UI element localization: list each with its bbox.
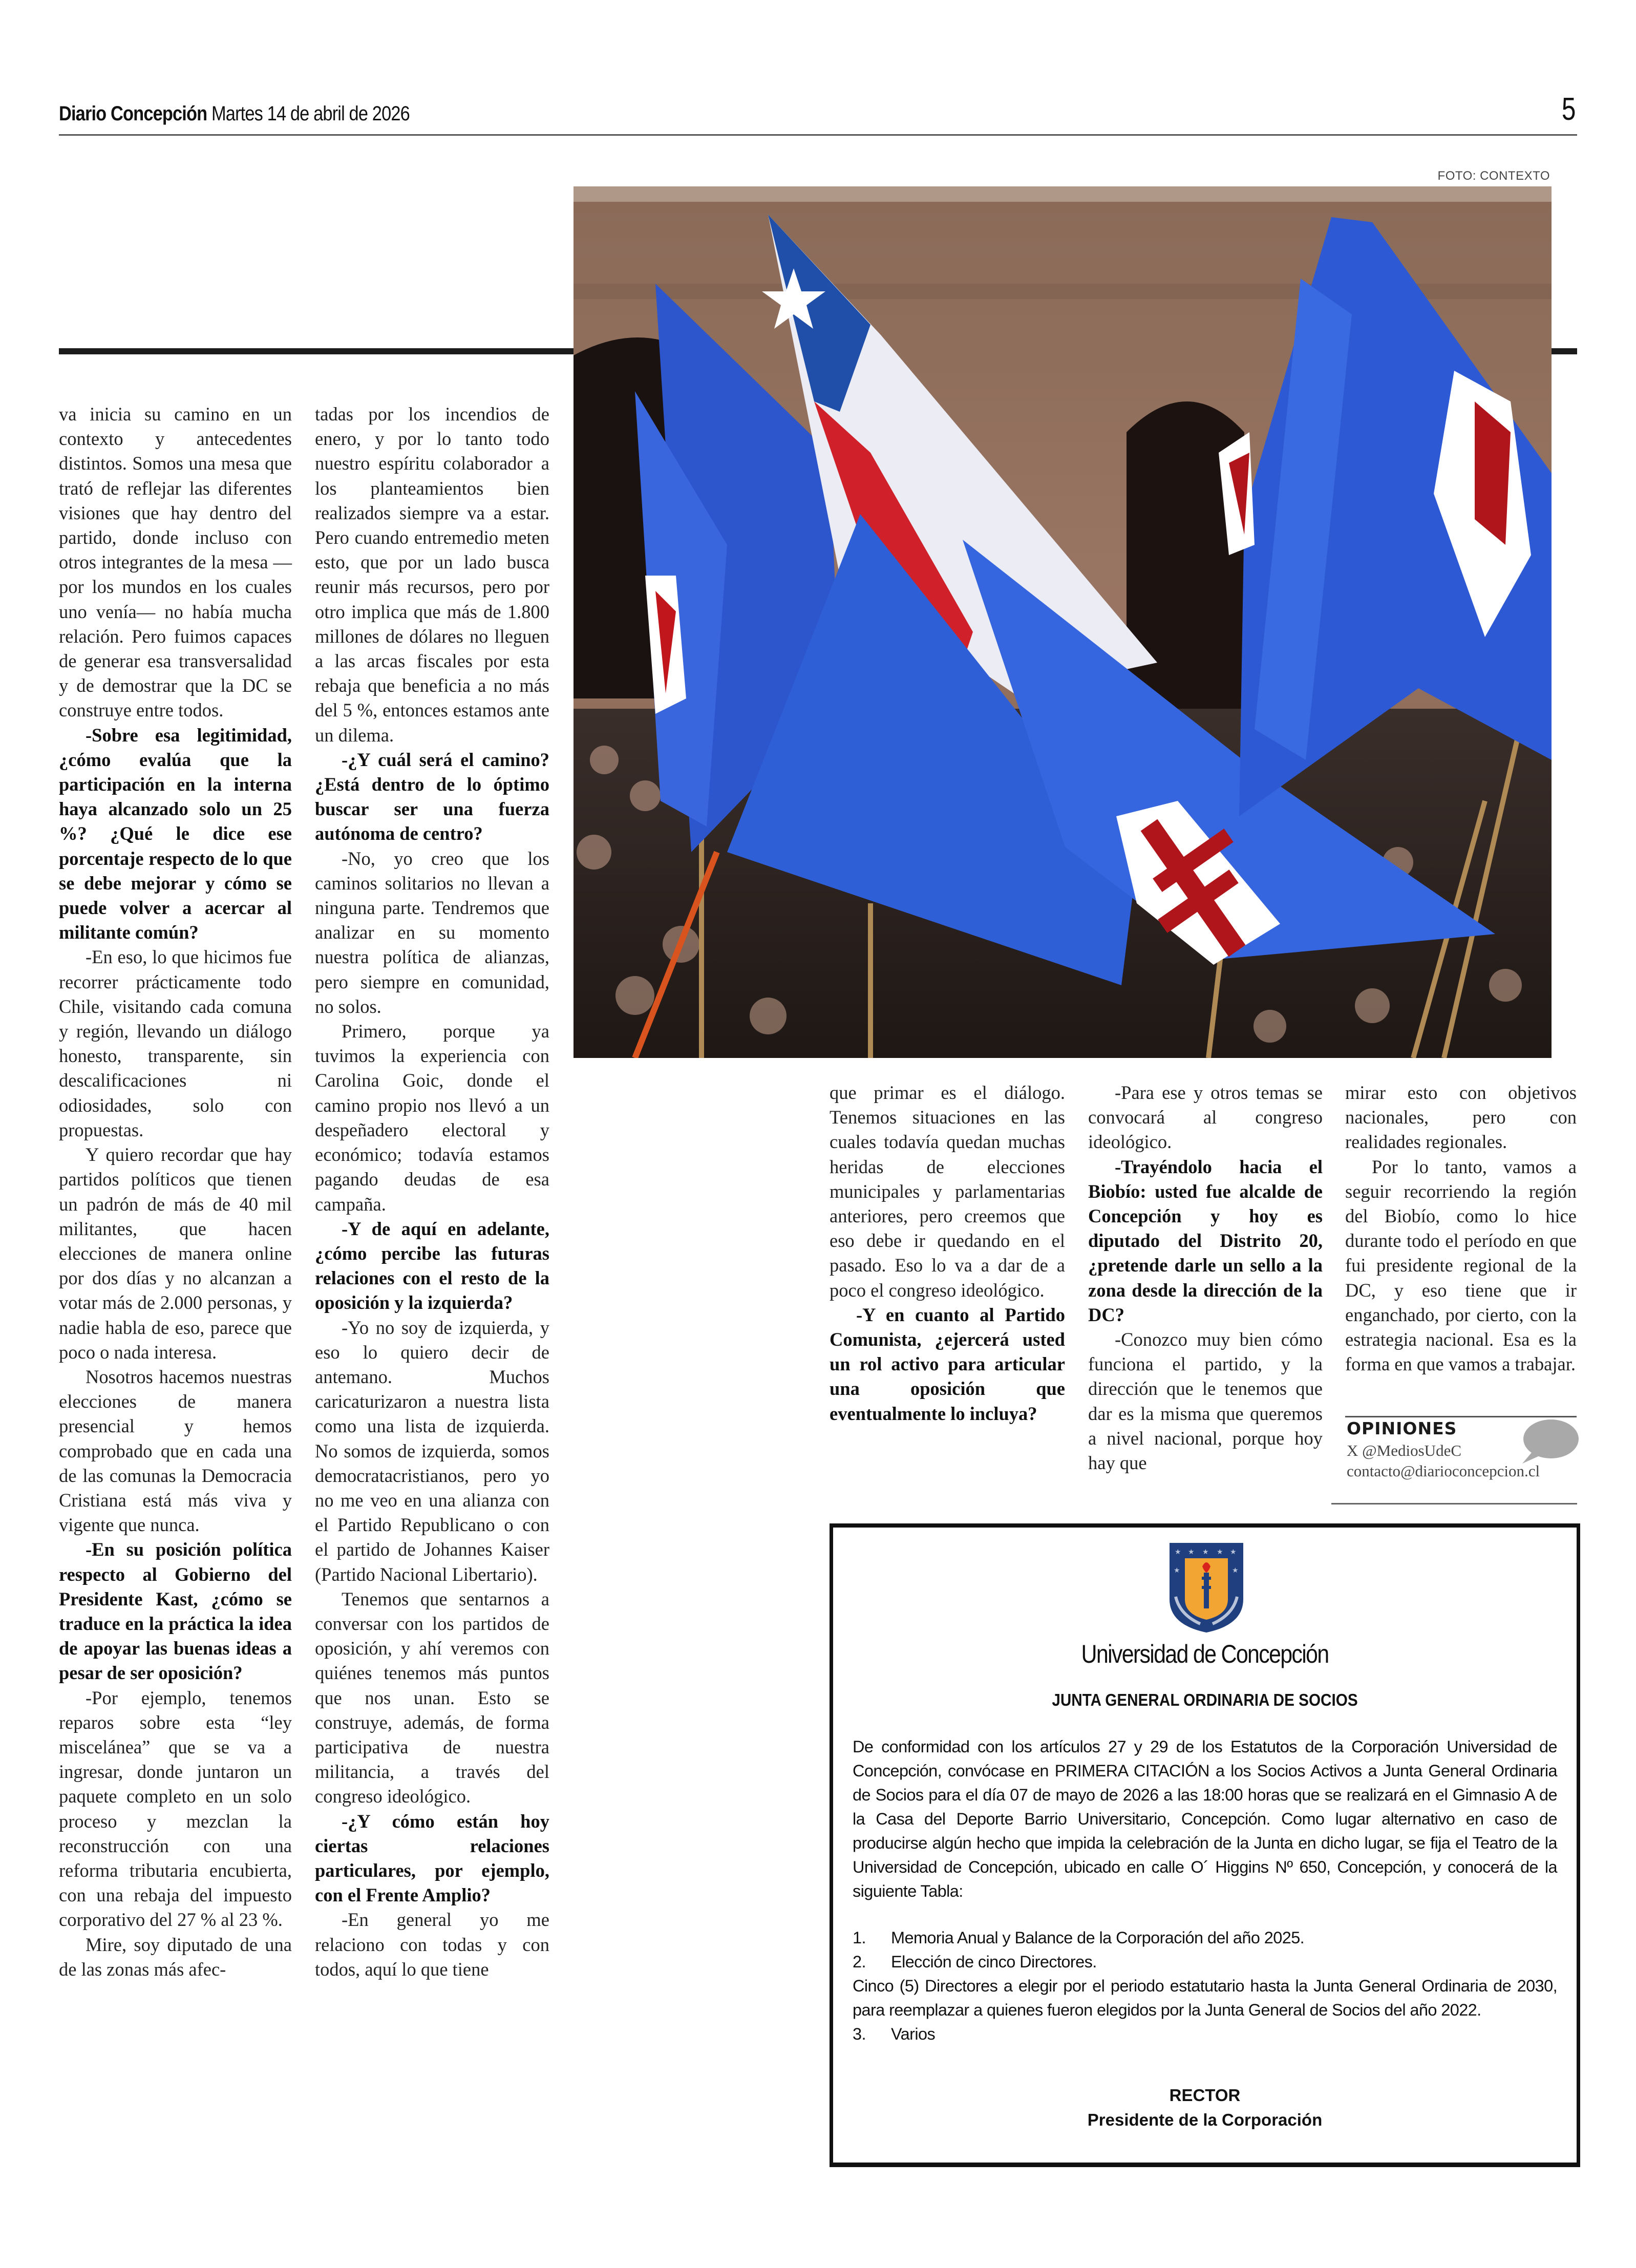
opinion-divider-top [1345, 1416, 1577, 1417]
paragraph: -Yo no soy de izquierda, y eso lo quiero decir de antemano. Muchos caricaturizaron a nuestra lista como una lista de izquierda. No somos de izquierda, somos democratacristianos, pero yo no me veo en una alianza con el Partido Republicano o con el partido de Johannes Kaiser (Partido Nacional Libertario). [315, 1317, 549, 1585]
masthead [59, 102, 410, 125]
section-rule-right [1552, 348, 1577, 354]
paragraph: mirar esto con objetivos nacionales, pero con realidades regionales. [1345, 1082, 1577, 1153]
agenda-item [853, 1926, 1557, 1950]
agenda-note: Cinco (5) Directores a elegir por el periodo estatutario hasta la Junta General Ordinaria de 2030, para reemplazar a quienes fueron elegidos por la Junta General de Socios del año 2022. [853, 1977, 1557, 2019]
agenda-item [853, 1950, 1557, 1974]
issue-date: Martes 14 de abril de 2026 [211, 102, 410, 125]
notice-body: De conformidad con los artículos 27 y 29 de los Estatutos de la Corporación Universidad de Concepción, convócase en PRIMERA CITACIÓN a los Socios Activos a Junta General Ordinaria de Socios para el día 07 de mayo de 2026 a las 18:00 horas que se realizará en el Gimnasio A de la Casa del Deporte Barrio Universitario, Concepción. Como lugar alternativo en caso de producirse algún hecho que impida la celebración de la Junta en dicho lugar, se fija el Teatro de la Universidad de Concepción, ubicado en calle O´ Higgins Nº 650, Concepción, y conocerá de la siguiente Tabla: [853, 1737, 1557, 1900]
svg-text:★: ★ [1174, 1566, 1180, 1575]
interview-question: -En su posición política respecto al Gobierno del Presidente Kast, ¿cómo se traduce en la práctica la idea de apoyar las buenas ideas a pesar de ser oposición? [59, 1539, 292, 1684]
paragraph: -Por ejemplo, tenemos reparos sobre esta “ley miscelánea” que se va a ingresar, donde juntaron un paquete completo en un solo proceso y mezclan la reconstrucción con una reforma tributaria encubierta, con una rebaja del impuesto corporativo del 27 % al 23 %. [59, 1687, 292, 1931]
paragraph: Por lo tanto, vamos a seguir recorriendo la región del Biobío, como lo hice durante todo el período en que fui presidente regional de la DC, y eso tiene que ir enganchado, por cierto, con la estrategia nacional. Esa es la forma en que vamos a trabajar. [1345, 1156, 1577, 1375]
interview-question: -¿Y cómo están hoy ciertas relaciones particulares, por ejemplo, con el Frente Amplio? [315, 1810, 549, 1906]
svg-text:★: ★ [1202, 1548, 1209, 1556]
opinion-divider-bottom [1331, 1503, 1577, 1504]
paragraph: Nosotros hacemos nuestras elecciones de manera presencial y hemos comprobado que en cada una de las comunas la Democracia Cristiana está más viva y vigente que nunca. [59, 1366, 292, 1536]
newspaper-name: Diario Concepción [59, 102, 207, 125]
header-rule [59, 134, 1577, 136]
signature-role: Presidente de la Corporación [1087, 2110, 1323, 2129]
opinion-social-handle[interactable]: X @MediosUdeC [1347, 1442, 1462, 1459]
opinion-title: OPINIONES [1347, 1418, 1457, 1438]
paragraph: Mire, soy diputado de una de las zonas más afec- [59, 1934, 292, 1980]
paragraph: Primero, porque ya tuvimos la experiencia con Carolina Goic, donde el camino propio nos llevó a un despeñadero electoral y económico; todavía estamos pagando deudas de esa campaña. [315, 1021, 549, 1215]
article-column-4 [1088, 1080, 1323, 1475]
interview-question: -Y en cuanto al Partido Comunista, ¿ejercerá usted un rol activo para articular una oposición que eventualmente lo incluya? [830, 1304, 1065, 1424]
paragraph: que primar es el diálogo. Tenemos situaciones en las cuales todavía quedan muchas heridas de elecciones municipales y parlamentarias anteriores, pero creemos que eso debe ir quedando en el pasado. Eso lo va a dar de a poco el congreso ideológico. [830, 1082, 1065, 1301]
speech-bubble-icon [1518, 1418, 1579, 1465]
university-name: Universidad de Concepción [1081, 1640, 1329, 1668]
flags-photo-illustration [573, 186, 1552, 1058]
agenda-list [853, 1926, 1557, 2046]
svg-text:★: ★ [1230, 1548, 1237, 1556]
article-column-2 [315, 402, 549, 1982]
agenda-item [853, 2022, 1557, 2046]
photo-credit: FOTO: CONTEXTO [1437, 169, 1550, 183]
paragraph: -No, yo creo que los caminos solitarios no llevan a ninguna parte. Tendremos que analizar en su momento nuestra política de alianzas, pero siempre en comunidad, no solos. [315, 847, 549, 1017]
paragraph: Y quiero recordar que hay partidos políticos que tienen un padrón de más de 40 mil militantes, que hacen elecciones de manera online por dos días y no alcanzan a votar más de 2.000 personas, y nadie habla de eso, parece que poco o nada interesa. [59, 1144, 292, 1363]
interview-question: -Y de aquí en adelante, ¿cómo percibe las futuras relaciones con el resto de la oposición y la izquierda? [315, 1218, 549, 1313]
interview-question: -¿Y cuál será el camino? ¿Está dentro de lo óptimo buscar ser una fuerza autónoma de centro? [315, 749, 549, 844]
agenda-item-number: 2. [853, 1953, 866, 1971]
udec-notice-ad [830, 1523, 1580, 2167]
notice-title: JUNTA GENERAL ORDINARIA DE SOCIOS [1052, 1690, 1358, 1709]
article-column-5 [1345, 1080, 1577, 1376]
svg-text:★: ★ [1175, 1548, 1181, 1556]
svg-text:★: ★ [1188, 1548, 1195, 1556]
agenda-item-text: Varios [891, 2025, 936, 2043]
article-column-3 [830, 1080, 1065, 1426]
article-photo [573, 186, 1552, 1058]
paragraph: Tenemos que sentarnos a conversar con los partidos de oposición, y ahí veremos con quiénes tenemos más puntos que nos unan. Esto se construye, además, de forma participativa de nuestra militancia, a través del congreso ideológico. [315, 1588, 549, 1807]
article-column-1 [59, 402, 292, 1982]
agenda-item-number: 3. [853, 2025, 866, 2043]
agenda-item-number: 1. [853, 1928, 866, 1947]
page-number: 5 [1561, 92, 1576, 127]
paragraph: -En general yo me relaciono con todas y con todos, aquí lo que tiene [315, 1909, 549, 1980]
paragraph: -En eso, lo que hicimos fue recorrer prácticamente todo Chile, visitando cada comuna y región, llevando un diálogo honesto, transparente, sin descalificaciones ni odiosidades, solo con propuestas. [59, 946, 292, 1140]
paragraph: tadas por los incendios de enero, y por lo tanto todo nuestro espíritu colaborador a los planteamientos bien realizados siempre va a estar. Pero cuando entremedio meten esto, que por un lado busca reunir más recursos, pero por otro implica que más de 1.800 millones de dólares no lleguen a las arcas fiscales por esta rebaja que beneficia a no más del 5 %, entonces estamos ante un dilema. [315, 404, 549, 746]
interview-question: -Sobre esa legitimidad, ¿cómo evalúa que la participación en la interna haya alcanzado solo un 25 %? ¿Qué le dice ese porcentaje respecto de lo que se debe mejorar y cómo se puede volver a acercar al militante común? [59, 724, 292, 943]
section-rule-left [59, 348, 576, 354]
paragraph: -Conozco muy bien cómo funciona el partido, y la dirección que le tenemos que dar es la misma que queremos a nivel nacional, porque hoy hay que [1088, 1329, 1323, 1474]
signature-title: RECTOR [1169, 2086, 1241, 2105]
svg-text:★: ★ [1232, 1566, 1239, 1575]
paragraph: va inicia su camino en un contexto y antecedentes distintos. Somos una mesa que trató de reflejar las diferentes visiones que hay dentro del partido, donde incluso con otros integrantes de la mesa —por los mundos en los cuales uno venía— no había mucha relación. Pero fuimos capaces de generar esa transversalidad y de demostrar que la DC se construye entre todos. [59, 404, 292, 721]
interview-question: -Trayéndolo hacia el Biobío: usted fue alcalde de Concepción y hoy es diputado del Distrito 20, ¿pretende darle un sello a la zona desde la dirección de la DC? [1088, 1156, 1323, 1325]
paragraph: -Para ese y otros temas se convocará al congreso ideológico. [1088, 1082, 1323, 1153]
svg-text:★: ★ [1217, 1548, 1223, 1556]
agenda-item-text: Elección de cinco Directores. [891, 1953, 1097, 1971]
opinion-email-link[interactable]: contacto@diarioconcepcion.cl [1347, 1462, 1540, 1480]
agenda-item-text: Memoria Anual y Balance de la Corporación del año 2025. [891, 1928, 1305, 1947]
udec-shield-logo [1170, 1543, 1243, 1633]
